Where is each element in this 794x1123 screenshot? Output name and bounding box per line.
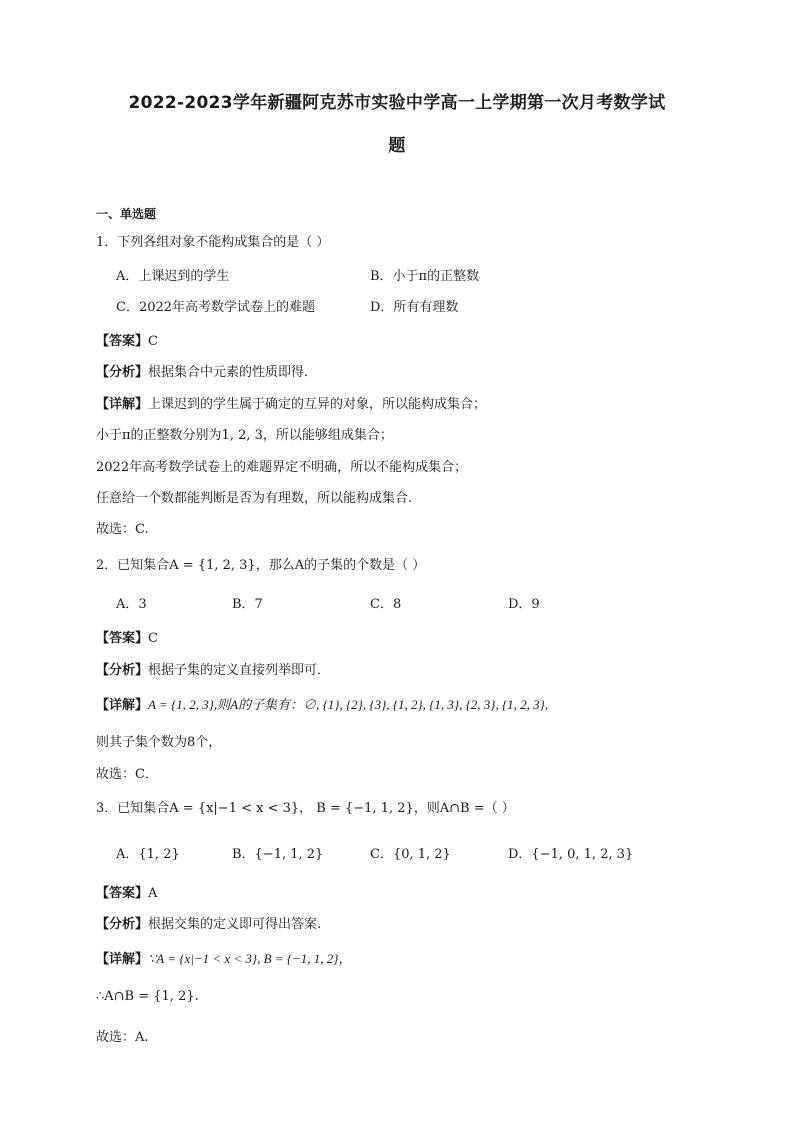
detail-tag: 【详解】: [96, 397, 149, 412]
detail-text: ∵A = {x|−1 < x < 3}, B = {−1, 1, 2}，: [148, 951, 352, 966]
q2-option-b: B．7: [232, 597, 263, 612]
q1-stem: 1．下列各组对象不能构成集合的是（ ）: [96, 235, 330, 250]
q1-analysis: [96, 361, 317, 380]
detail-tag: 【详解】: [96, 952, 149, 967]
q3-detail-line-1: ∴A∩B = {1, 2}.: [96, 989, 199, 1004]
answer-value: C: [148, 334, 158, 349]
q3-option-a: A．{1, 2}: [116, 847, 180, 862]
q3-analysis: [96, 913, 321, 932]
detail-text: A = {1, 2, 3},则A的子集有：∅, {1}, {2}, {3}, {1, 2}, {1, 3}, {2, 3}, {1, 2, 3},: [148, 697, 549, 712]
analysis-text: 根据子集的定义直接列举即可．: [148, 663, 331, 678]
section-heading: 一、单选题: [96, 207, 157, 221]
q2-detail-line-1: 则其子集个数为8个，: [96, 735, 222, 750]
q1-answer: [96, 330, 158, 349]
q1-option-c: C．2022年高考数学试卷上的难题: [116, 300, 316, 315]
q1-detail-line-1: 小于π的正整数分别为1, 2, 3，所以能够组成集合；: [96, 428, 393, 443]
answer-tag: 【答案】: [96, 886, 149, 901]
document-title-line2: 题: [388, 136, 406, 156]
detail-tag: 【详解】: [96, 698, 149, 713]
q2-choose: 故选：C．: [96, 767, 158, 782]
q1-choose: 故选：C.: [96, 522, 149, 537]
q2-option-a: A．3: [116, 597, 147, 612]
q2-answer: [96, 627, 158, 646]
q3-option-c: C．{0, 1, 2}: [370, 847, 451, 862]
q3-choose: 故选：A.: [96, 1030, 149, 1045]
analysis-tag: 【分析】: [96, 663, 149, 678]
q2-option-d: D．9: [508, 597, 540, 612]
q1-option-d: D．所有有理数: [370, 300, 459, 315]
q3-stem: 3．已知集合A = {x|−1 < x < 3}， B = {−1, 1, 2}，则A∩B =（ ）: [96, 801, 515, 816]
q1-detail-line-3: 任意给一个数都能判断是否为有理数，所以能构成集合.: [96, 491, 413, 506]
q3-detail: [96, 948, 351, 967]
q3-option-b: B．{−1, 1, 2}: [232, 847, 324, 862]
q1-option-b: B．小于π的正整数: [370, 269, 480, 284]
answer-tag: 【答案】: [96, 334, 149, 349]
analysis-tag: 【分析】: [96, 917, 149, 932]
q3-answer: [96, 882, 157, 901]
q3-option-d: D．{−1, 0, 1, 2, 3}: [508, 847, 634, 862]
q1-detail: [96, 393, 486, 412]
analysis-text: 根据交集的定义即可得出答案.: [148, 917, 322, 932]
q2-stem: 2．已知集合A = {1, 2, 3}，那么A的子集的个数是（ ）: [96, 558, 426, 573]
analysis-tag: 【分析】: [96, 365, 149, 380]
q2-option-c: C．8: [370, 597, 402, 612]
document-title-line1: 2022-2023学年新疆阿克苏市实验中学高一上学期第一次月考数学试: [128, 93, 666, 113]
answer-value: A: [148, 886, 158, 901]
q2-detail: [96, 694, 548, 713]
q2-analysis: [96, 659, 330, 678]
q1-option-a: A．上课迟到的学生: [116, 269, 230, 284]
q1-detail-line-2: 2022年高考数学试卷上的难题界定不明确，所以不能构成集合；: [96, 460, 468, 475]
analysis-text: 根据集合中元素的性质即得．: [148, 365, 318, 380]
answer-tag: 【答案】: [96, 631, 149, 646]
answer-value: C: [148, 631, 158, 646]
detail-text: 上课迟到的学生属于确定的互异的对象，所以能构成集合；: [148, 397, 487, 412]
